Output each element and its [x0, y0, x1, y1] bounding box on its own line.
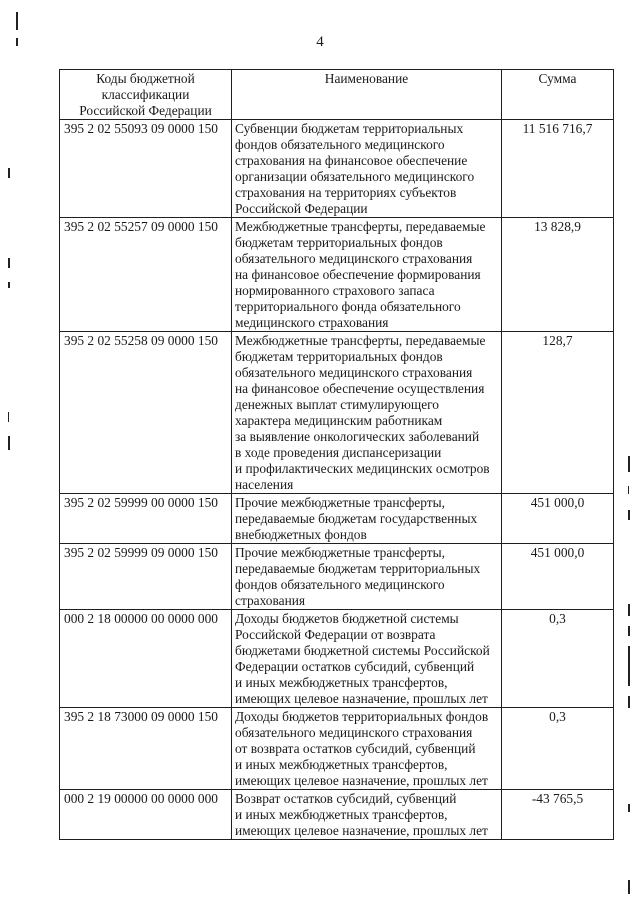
scan-mark	[8, 282, 10, 288]
scan-mark	[628, 486, 629, 494]
item-name-line: и профилактических медицинских осмотров	[235, 461, 490, 476]
budget-code-cell: 395 2 02 59999 09 0000 150	[60, 544, 232, 610]
item-name-line: в ходе проведения диспансеризации	[235, 445, 442, 460]
scan-mark	[628, 456, 630, 472]
item-name-line: бюджетам территориальных фондов	[235, 349, 443, 364]
scan-mark	[8, 258, 10, 268]
table-row	[60, 218, 614, 332]
item-name-line: населения	[235, 477, 294, 492]
item-name-line: Прочие межбюджетные трансферты,	[235, 545, 445, 560]
amount-cell: 128,7	[502, 332, 614, 494]
table-row	[60, 708, 614, 790]
item-name-line: территориального фонда обязательного	[235, 299, 461, 314]
scan-mark	[628, 880, 630, 894]
item-name-line: Доходы бюджетов бюджетной системы	[235, 611, 459, 626]
item-name-line: Прочие межбюджетные трансферты,	[235, 495, 445, 510]
budget-code-cell: 000 2 18 00000 00 0000 000	[60, 610, 232, 708]
table-row	[60, 790, 614, 840]
amount-cell: -43 765,5	[502, 790, 614, 840]
item-name-line: Межбюджетные трансферты, передаваемые	[235, 219, 486, 234]
table-row	[60, 332, 614, 494]
amount-cell: 0,3	[502, 610, 614, 708]
item-name-cell	[232, 494, 502, 544]
item-name-line: на финансовое обеспечение осуществления	[235, 381, 485, 396]
page-number: 4	[316, 34, 324, 50]
scan-mark	[16, 12, 18, 30]
budget-code-cell: 000 2 19 00000 00 0000 000	[60, 790, 232, 840]
table-row	[60, 610, 614, 708]
item-name-line: характера медицинским работникам	[235, 413, 443, 428]
table-header-row	[60, 70, 614, 120]
item-name-line: страхования на территориях субъектов	[235, 185, 457, 200]
budget-code-cell: 395 2 02 55257 09 0000 150	[60, 218, 232, 332]
budget-table	[59, 69, 614, 840]
item-name-line: и иных межбюджетных трансфертов,	[235, 807, 448, 822]
item-name-line: имеющих целевое назначение, прошлых лет	[235, 823, 488, 838]
scan-mark	[8, 412, 9, 422]
table-body	[60, 120, 614, 840]
item-name-line: и иных межбюджетных трансфертов,	[235, 757, 448, 772]
item-name-line: обязательного медицинского страхования	[235, 725, 473, 740]
item-name-line: Межбюджетные трансферты, передаваемые	[235, 333, 486, 348]
item-name-line: бюджетами бюджетной системы Российской	[235, 643, 490, 658]
amount-cell: 451 000,0	[502, 544, 614, 610]
item-name-line: Российской Федерации	[235, 201, 368, 216]
item-name-cell	[232, 610, 502, 708]
scan-mark	[628, 646, 630, 686]
scan-mark	[16, 38, 18, 46]
item-name-cell	[232, 332, 502, 494]
item-name-line: фондов обязательного медицинского	[235, 577, 445, 592]
header-codes-line: Коды бюджетной	[96, 71, 195, 86]
item-name-line: медицинского страхования	[235, 315, 389, 330]
item-name-line: организации обязательного медицинского	[235, 169, 475, 184]
item-name-line: обязательного медицинского страхования	[235, 251, 473, 266]
item-name-cell	[232, 120, 502, 218]
scan-mark	[8, 436, 10, 450]
item-name-line: передаваемые бюджетам государственных	[235, 511, 478, 526]
item-name-cell	[232, 218, 502, 332]
table-row	[60, 494, 614, 544]
scan-mark	[628, 626, 630, 636]
item-name-cell	[232, 790, 502, 840]
item-name-line: Доходы бюджетов территориальных фондов	[235, 709, 489, 724]
item-name-line: имеющих целевое назначение, прошлых лет	[235, 773, 488, 788]
item-name-line: Субвенции бюджетам территориальных	[235, 121, 464, 136]
item-name-line: от возврата остатков субсидий, субвенций	[235, 741, 476, 756]
item-name-line: страхования	[235, 593, 306, 608]
table-row	[60, 544, 614, 610]
header-sum: Сумма	[502, 70, 614, 120]
item-name-cell	[232, 544, 502, 610]
item-name-line: Федерации остатков субсидий, субвенций	[235, 659, 475, 674]
item-name-cell	[232, 708, 502, 790]
header-codes	[60, 70, 232, 120]
scan-mark	[628, 510, 630, 520]
budget-code-cell: 395 2 02 55258 09 0000 150	[60, 332, 232, 494]
scan-mark	[8, 168, 10, 178]
item-name-line: Возврат остатков субсидий, субвенций	[235, 791, 457, 806]
scan-mark	[628, 804, 630, 812]
item-name-line: фондов обязательного медицинского	[235, 137, 445, 152]
item-name-line: передаваемые бюджетам территориальных	[235, 561, 481, 576]
table-row	[60, 120, 614, 218]
item-name-line: денежных выплат стимулирующего	[235, 397, 440, 412]
item-name-line: внебюджетных фондов	[235, 527, 367, 542]
item-name-line: обязательного медицинского страхования	[235, 365, 473, 380]
amount-cell: 451 000,0	[502, 494, 614, 544]
item-name-line: Российской Федерации от возврата	[235, 627, 436, 642]
item-name-line: и иных межбюджетных трансфертов,	[235, 675, 448, 690]
item-name-line: нормированного страхового запаса	[235, 283, 435, 298]
scan-mark	[628, 604, 630, 616]
amount-cell: 0,3	[502, 708, 614, 790]
item-name-line: за выявление онкологических заболеваний	[235, 429, 480, 444]
item-name-line: страхования на финансовое обеспечение	[235, 153, 468, 168]
amount-cell: 11 516 716,7	[502, 120, 614, 218]
budget-code-cell: 395 2 18 73000 09 0000 150	[60, 708, 232, 790]
item-name-line: имеющих целевое назначение, прошлых лет	[235, 691, 488, 706]
item-name-line: на финансовое обеспечение формирования	[235, 267, 481, 282]
header-codes-line: классификации	[101, 87, 190, 102]
budget-code-cell: 395 2 02 59999 00 0000 150	[60, 494, 232, 544]
budget-code-cell: 395 2 02 55093 09 0000 150	[60, 120, 232, 218]
scan-mark	[628, 696, 630, 708]
amount-cell: 13 828,9	[502, 218, 614, 332]
header-codes-line: Российской Федерации	[79, 103, 212, 118]
header-name: Наименование	[232, 70, 502, 120]
item-name-line: бюджетам территориальных фондов	[235, 235, 443, 250]
